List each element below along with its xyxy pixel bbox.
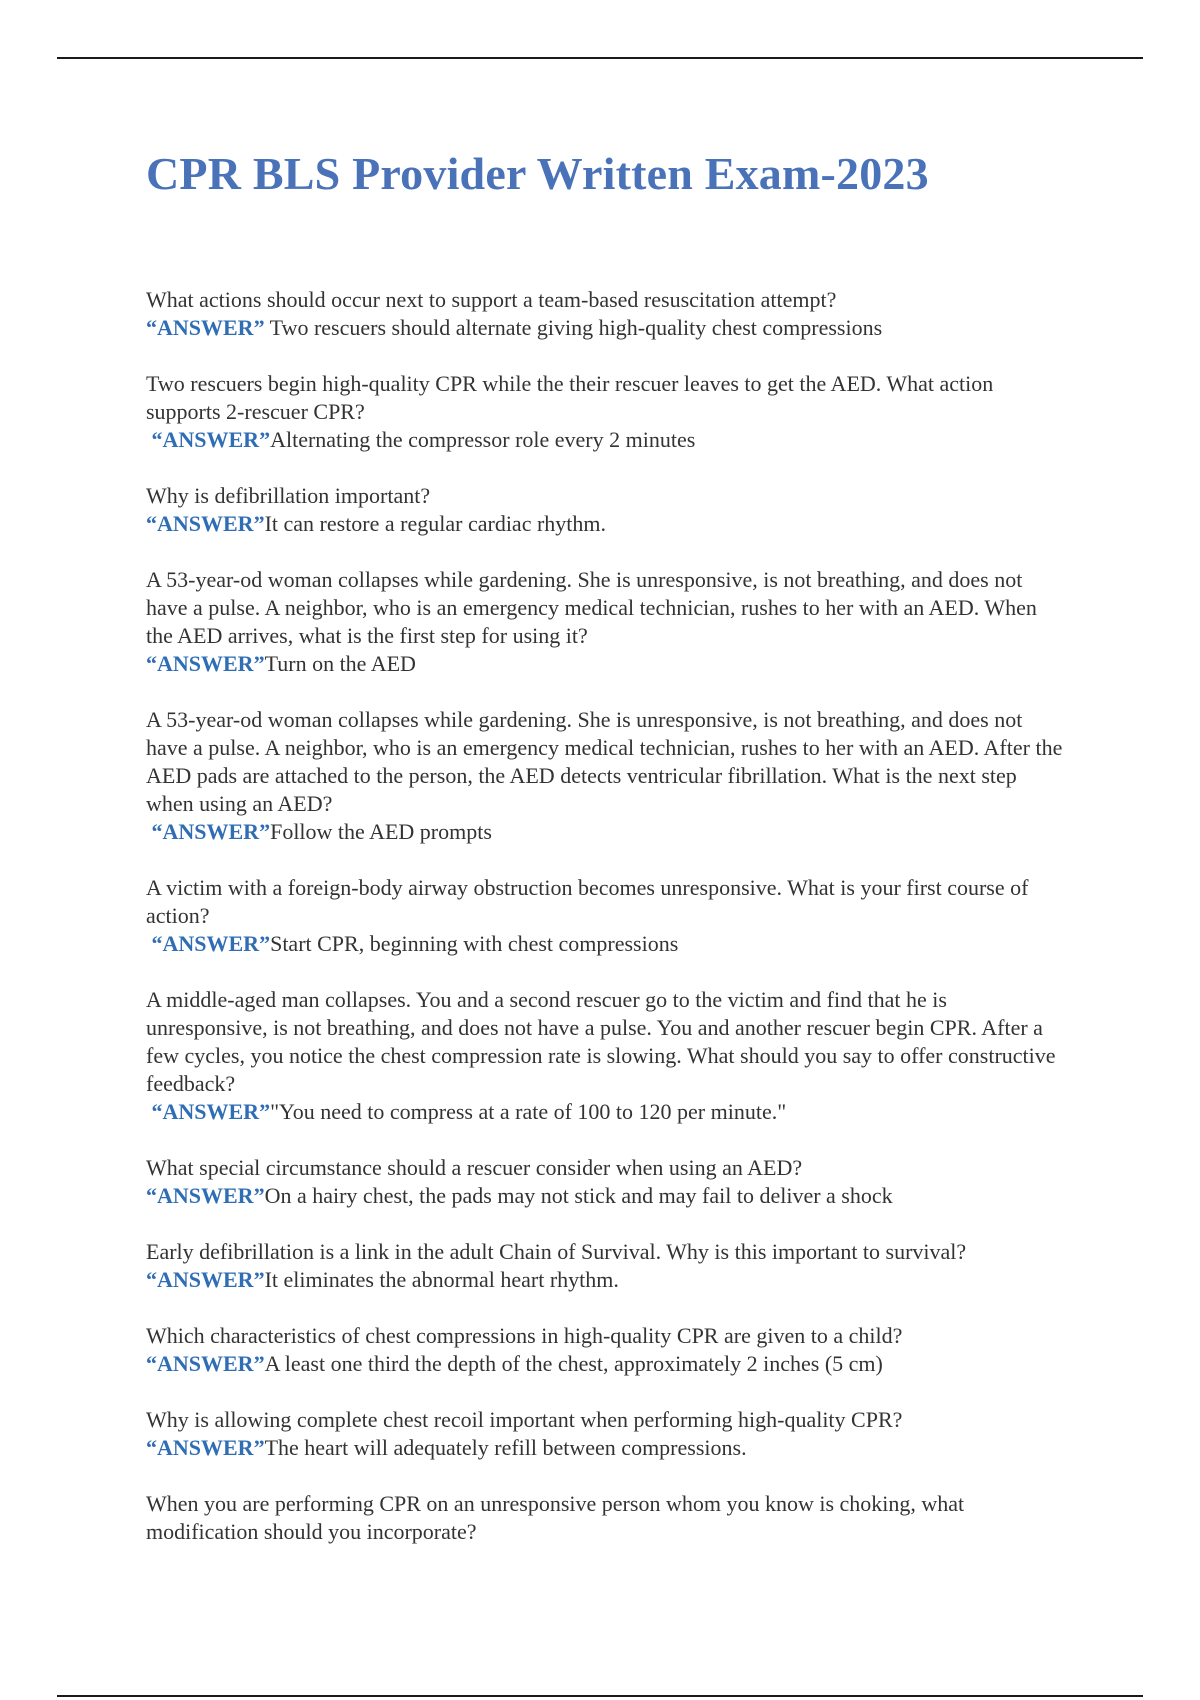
answer-text: It eliminates the abnormal heart rhythm.	[264, 1267, 619, 1292]
answer-line	[146, 314, 1066, 342]
qa-item	[146, 1490, 1066, 1546]
answer-tag: “ANSWER”	[146, 651, 265, 676]
qa-item	[146, 1322, 1066, 1378]
question-text: When you are performing CPR on an unresponsive person whom you know is choking, what modification should you incorporate?	[146, 1491, 965, 1544]
qa-item	[146, 986, 1066, 1126]
answer-line	[146, 1182, 1066, 1210]
answer-tag: “ANSWER”	[146, 1183, 265, 1208]
answer-text: Turn on the AED	[264, 651, 416, 676]
qa-item	[146, 286, 1066, 342]
answer-tag: “ANSWER”	[151, 427, 271, 452]
answer-line	[146, 1350, 1066, 1378]
answer-text: A least one third the depth of the chest, approximately 2 inches (5 cm)	[264, 1351, 883, 1376]
top-rule	[57, 57, 1143, 59]
answer-tag: “ANSWER”	[151, 1099, 271, 1124]
qa-item	[146, 566, 1066, 678]
qa-item	[146, 370, 1066, 454]
answer-text: It can restore a regular cardiac rhythm.	[264, 511, 607, 536]
question-text: A 53-year-od woman collapses while gardening. She is unresponsive, is not breathing, and does not have a pulse. A neighbor, who is an emergency medical technician, rushes to her with an AED. After the AED pads are attached to the person, the AED detects ventricular fibrillation. What is the next step when using an AED?	[146, 707, 1063, 816]
qa-item	[146, 1406, 1066, 1462]
answer-line	[146, 510, 1066, 538]
question-text: A 53-year-od woman collapses while gardening. She is unresponsive, is not breathing, and does not have a pulse. A neighbor, who is an emergency medical technician, rushes to her with an AED. When the AED arrives, what is the first step for using it?	[146, 567, 1037, 648]
document-body	[146, 140, 1066, 1574]
answer-tag: “ANSWER”	[146, 1435, 265, 1460]
answer-tag: “ANSWER”	[146, 1351, 265, 1376]
answer-tag: “ANSWER”	[146, 511, 265, 536]
answer-text: Follow the AED prompts	[270, 819, 492, 844]
question-text: A middle-aged man collapses. You and a second rescuer go to the victim and find that he is unresponsive, is not breathing, and does not have a pulse. You and another rescuer begin CPR. After a few cycles, you notice the chest compression rate is slowing. What should you say to offer constructive feedback?	[146, 987, 1056, 1096]
question-text: Which characteristics of chest compressions in high-quality CPR are given to a child?	[146, 1323, 903, 1348]
question-text: Early defibrillation is a link in the adult Chain of Survival. Why is this important to survival?	[146, 1239, 967, 1264]
answer-text: Two rescuers should alternate giving high-quality chest compressions	[264, 315, 883, 340]
answer-tag: “ANSWER”	[146, 315, 265, 340]
bottom-rule	[57, 1695, 1143, 1697]
answer-line	[146, 1434, 1066, 1462]
answer-tag: “ANSWER”	[151, 931, 271, 956]
qa-item	[146, 874, 1066, 958]
qa-item	[146, 706, 1066, 846]
answer-line	[146, 1266, 1066, 1294]
answer-text: "You need to compress at a rate of 100 to 120 per minute."	[270, 1099, 787, 1124]
answer-text: Alternating the compressor role every 2 minutes	[270, 427, 696, 452]
qa-item	[146, 1154, 1066, 1210]
question-text: A victim with a foreign-body airway obstruction becomes unresponsive. What is your first course of action?	[146, 875, 1029, 928]
answer-text: Start CPR, beginning with chest compressions	[270, 931, 679, 956]
answer-tag: “ANSWER”	[151, 819, 271, 844]
answer-line	[146, 426, 1066, 454]
answer-line	[146, 930, 1066, 958]
answer-text: On a hairy chest, the pads may not stick and may fail to deliver a shock	[264, 1183, 893, 1208]
qa-item	[146, 482, 1066, 538]
qa-item	[146, 1238, 1066, 1294]
question-text: Two rescuers begin high-quality CPR while the their rescuer leaves to get the AED. What action supports 2-rescuer CPR?	[146, 371, 994, 424]
document-title: CPR BLS Provider Written Exam-2023	[146, 148, 929, 199]
answer-line	[146, 1098, 1066, 1126]
question-text: What special circumstance should a rescuer consider when using an AED?	[146, 1155, 803, 1180]
qa-list	[146, 286, 1066, 1546]
answer-line	[146, 650, 1066, 678]
question-text: Why is defibrillation important?	[146, 483, 431, 508]
answer-text: The heart will adequately refill between compressions.	[264, 1435, 747, 1460]
question-text: Why is allowing complete chest recoil important when performing high-quality CPR?	[146, 1407, 903, 1432]
answer-line	[146, 818, 1066, 846]
answer-tag: “ANSWER”	[146, 1267, 265, 1292]
question-text: What actions should occur next to support a team-based resuscitation attempt?	[146, 287, 837, 312]
